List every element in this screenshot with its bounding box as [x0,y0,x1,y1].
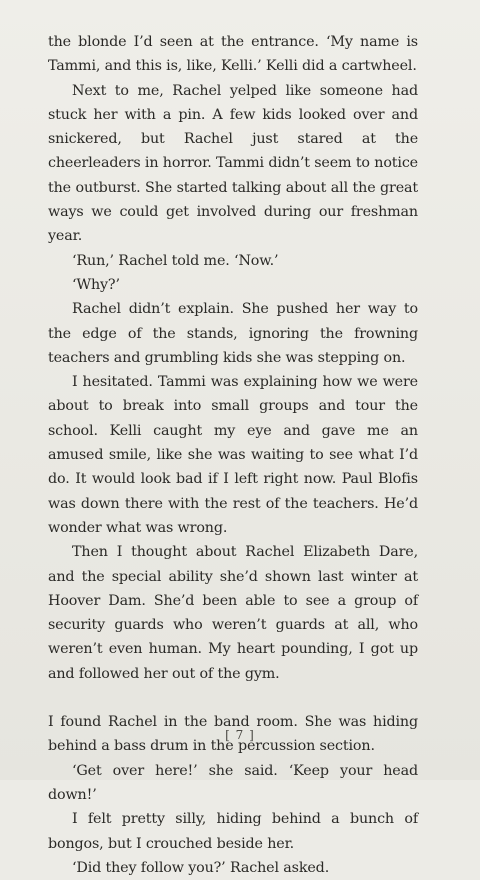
paragraph: ‘Did they follow you?’ Rachel asked. [72,859,330,876]
page-number: [ 7 ] [225,728,255,742]
paragraph: Next to me, Rachel yelped like someone had stuck her with a pin. A few kids looked over and snickered, but Rachel just stared at the cheerleaders in horror. Tammi didn’t seem to notice the outburst. She started talking about all the great ways we could get involved during our freshman year. [48,82,418,245]
paragraph: I found Rachel in the band room. She was hiding behind a bass drum in the percussion section. [48,714,418,755]
paragraph: Rachel didn’t explain. She pushed her way to the edge of the stands, ignoring the frowning teachers and grumbling kids she was stepping on. [48,301,418,366]
paragraph: ‘Run,’ Rachel told me. ‘Now.’ [72,252,279,269]
paragraph: ‘Get over here!’ she said. ‘Keep your head down!’ [48,762,418,803]
paragraph: the blonde I’d seen at the entrance. ‘My name is Tammi, and this is, like, Kelli.’ Kelli did a cartwheel. [48,34,418,75]
body-text [48,30,418,880]
paragraph: I hesitated. Tammi was explaining how we were about to break into small groups and tour the school. Kelli caught my eye and gave me an amused smile, like she was waiting to see what I’d do. It would look bad if I left right now. Paul Blofis was down there with the rest of the teachers. He’d wonder what was wrong. [48,374,418,536]
paragraph: ‘Why?’ [72,276,120,293]
paragraph: I felt pretty silly, hiding behind a bunch of bongos, but I crouched beside her. [48,811,418,852]
paragraph: Then I thought about Rachel Elizabeth Dare, and the special ability she’d shown last winter at Hoover Dam. She’d been able to see a group of security guards who weren’t guards at all, who weren’t even human. My heart pounding, I got up and followed her out of the gym. [48,544,418,682]
